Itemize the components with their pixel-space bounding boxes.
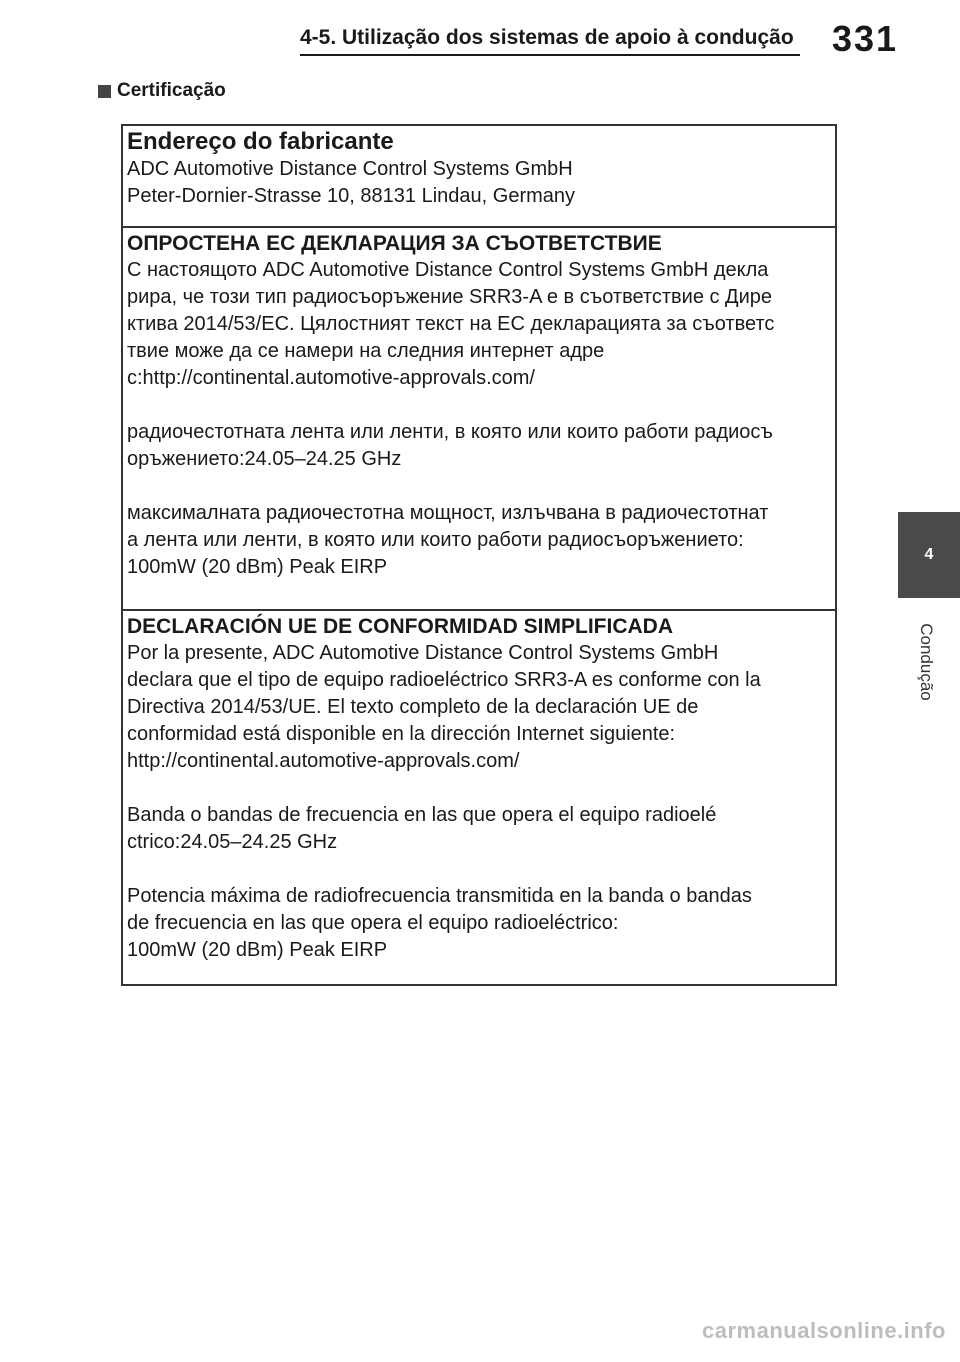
chapter-label-text: Condução [917, 623, 937, 701]
footer-watermark: carmanualsonline.info [702, 1318, 946, 1343]
square-bullet-icon [98, 85, 111, 98]
spanish-declaration-title: DECLARACIÓN UE DE CONFORMIDAD SIMPLIFICADA [127, 615, 673, 638]
section-heading [98, 80, 226, 102]
spanish-declaration-paragraph: Por la presente, ADC Automotive Distance Control Systems GmbH declara que el tipo de equipo radioeléctrico SRR3-A es conforme con la Directiva 2014/53/UE. El texto completo de la declaración UE de conformidad está disponible en la dirección Internet siguiente: http://continental.automotive-approvals.com/ [127, 642, 761, 772]
header-rule [300, 54, 800, 56]
bulgarian-declaration-block [123, 228, 835, 611]
manufacturer-title: Endereço do fabricante [127, 128, 394, 155]
certification-box [121, 124, 837, 986]
manufacturer-address: ADC Automotive Distance Control Systems GmbH Peter-Dornier-Strasse 10, 88131 Lindau, Germany [127, 158, 576, 207]
bulgarian-power-paragraph: максималната радиочестотна мощност, излъчвана в радиочестотнат а лента или ленти, в която или които работи радиосъоръжението: 100mW (20 dBm) Peak EIRP [127, 502, 769, 578]
spanish-declaration-block [123, 611, 835, 984]
bulgarian-frequency-paragraph: радиочестотната лента или ленти, в която или които работи радиосъ оръжението:24.05–24.25 GHz [127, 421, 773, 470]
chapter-side-label [892, 610, 960, 714]
running-header-title: 4-5. Utilização dos sistemas de apoio à condução [300, 26, 794, 49]
bulgarian-declaration-title: ОПРОСТЕНА ЕС ДЕКЛАРАЦИЯ ЗА СЪОТВЕТСТВИЕ [127, 232, 662, 255]
manufacturer-block [123, 126, 835, 228]
section-heading-text: Certificação [117, 80, 226, 101]
spanish-frequency-paragraph: Banda o bandas de frecuencia en las que opera el equipo radioelé ctrico:24.05–24.25 GHz [127, 804, 717, 853]
chapter-tab[interactable]: 4 [898, 512, 960, 598]
page-number: 331 [832, 18, 899, 59]
spanish-power-paragraph: Potencia máxima de radiofrecuencia transmitida en la banda o bandas de frecuencia en las que opera el equipo radioeléctrico: 100mW (20 dBm) Peak EIRP [127, 885, 752, 961]
bulgarian-declaration-paragraph: С настоящото ADC Automotive Distance Control Systems GmbH декла рира, че този тип радиосъоръжение SRR3-A е в съответствие с Дире ктива 2014/53/ЕС. Цялостният текст на ЕС декларацията за съответс твие може да се намери на следния интернет адре с:http://continental.automotive-approvals.com/ [127, 259, 775, 389]
